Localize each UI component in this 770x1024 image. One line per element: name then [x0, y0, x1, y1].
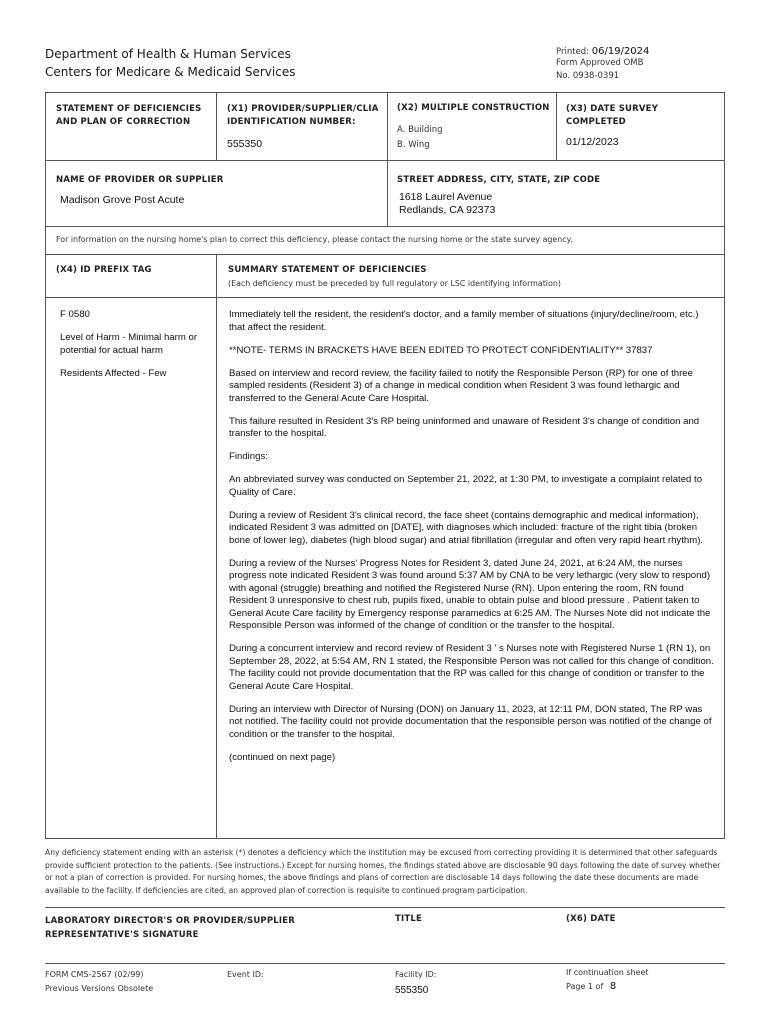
- x3-value: 01/12/2023: [566, 136, 619, 148]
- residents-affected: Residents Affected - Few: [60, 367, 167, 379]
- tag-column: [60, 309, 210, 391]
- col-divider: [216, 254, 217, 839]
- narrative-paragraph: During a review of the Nurses' Progress Notes for Resident 3, dated June 24, 2021, at 6:24 AM, the nurses progress note indicated Resident 3 was found around 5:37 AM by CNA to be very lethargic (very slow to respond) with agonal (struggle) breathing and notified the Registered Nurse (RN). Upon entering the room, RN found Resident 3 unresponsive to chest rub, pupils fixed, unable to obtain pulse and blood pressure . Patient taken to General Acute Care facility by Emergency response paramedics at 6:25 AM. The Nurses Note did not indicate the Responsible Person was informed of the change of condition or the transfer to the hospital.: [229, 557, 711, 631]
- col-divider: [556, 92, 557, 160]
- x2-label: (X2) MULTIPLE CONSTRUCTION: [397, 103, 550, 113]
- col-divider: [387, 92, 388, 226]
- department-title: Department of Health & Human Services: [45, 47, 291, 61]
- date-label: (X6) DATE: [566, 914, 616, 924]
- narrative-paragraph: An abbreviated survey was conducted on September 21, 2022, at 1:30 PM, to investigate a complaint related to Quality of Care.: [229, 474, 703, 498]
- facility-id-value: 555350: [395, 985, 429, 996]
- disclaimer: Any deficiency statement ending with an asterisk (*) denotes a deficiency which the institution may be excused from correcting providing it is determined that other safeguards provide sufficient protection to the patients. (See instructions.) Except for nursing homes, the findings stated above are disclosable 90 days following the date of survey whether or not a plan of correction is provided. For nursing homes, the above findings and plans of correction are disclosable 14 days following the date these documents are made available to the facility. If deficiencies are cited, an approved plan of correction is requisite to continued program participation.: [45, 848, 721, 895]
- printed-date: 06/19/2024: [591, 46, 650, 57]
- x3-label: (X3) DATE SURVEY COMPLETED: [566, 104, 659, 127]
- page-label: Page 1 of: [566, 982, 604, 991]
- x2-building: A. Building: [397, 125, 443, 135]
- narrative-paragraph: Based on interview and record review, the facility failed to notify the Responsible Person (RP) for one of three sampled residents (Resident 3) of a change in medical condition when Resident 3 was found lethargic and transferred to the General Acute Care Hospital.: [229, 367, 693, 404]
- narrative-paragraph: This failure resulted in Resident 3's RP being uninformed and unaware of Resident 3's change of condition and transfer to the hospital.: [229, 415, 700, 439]
- page-indicator: [566, 981, 616, 992]
- provider-name-value: Madison Grove Post Acute: [60, 194, 185, 206]
- facility-id-label: Facility ID:: [395, 970, 437, 979]
- x1-label: (X1) PROVIDER/SUPPLIER/CLIA IDENTIFICATION NUMBER:: [227, 104, 379, 127]
- x4-label: (X4) ID PREFIX TAG: [56, 265, 152, 275]
- centers-title: Centers for Medicare & Medicaid Services: [45, 65, 296, 79]
- printed-block: [556, 46, 649, 57]
- title-label: TITLE: [395, 914, 422, 924]
- director-signature-label: LABORATORY DIRECTOR'S OR PROVIDER/SUPPLIER REPRESENTATIVE'S SIGNATURE: [45, 916, 296, 940]
- omb-number: No. 0938-0391: [556, 71, 620, 81]
- page-total: 8: [609, 981, 617, 992]
- summary-sub: (Each deficiency must be preceded by full regulatory or LSC identifying information): [228, 279, 561, 288]
- continued-note: (continued on next page): [229, 751, 336, 763]
- form-approved: Form Approved OMB: [556, 58, 644, 68]
- level-of-harm: Level of Harm - Minimal harm or potential for actual harm: [60, 332, 198, 356]
- printed-label: Printed:: [556, 47, 590, 57]
- tag-code: F 0580: [60, 309, 90, 320]
- narrative-paragraph: **NOTE- TERMS IN BRACKETS HAVE BEEN EDITED TO PROTECT CONFIDENTIALITY** 37837: [229, 344, 653, 356]
- col-divider: [216, 92, 217, 160]
- signature-top-rule: [45, 907, 725, 908]
- deficiency-narrative: [229, 309, 717, 775]
- row-divider: [45, 160, 725, 161]
- narrative-paragraph: Immediately tell the resident, the resident's doctor, and a family member of situations (injury/decline/room, etc.) that affect the resident.: [229, 309, 699, 333]
- address-line2: Redlands, CA 92373: [399, 204, 496, 216]
- continuation-label: If continuation sheet: [566, 968, 649, 977]
- address-label: STREET ADDRESS, CITY, STATE, ZIP CODE: [397, 175, 601, 185]
- event-id-label: Event ID:: [227, 970, 264, 979]
- provider-name-label: NAME OF PROVIDER OR SUPPLIER: [56, 175, 224, 185]
- row-divider: [45, 254, 725, 255]
- row-divider: [45, 297, 725, 298]
- form-number: FORM CMS-2567 (02/99): [45, 970, 144, 979]
- narrative-paragraph: During an interview with Director of Nursing (DON) on January 11, 2023, at 12:11 PM, DON stated, The RP was not notified. The facility could not provide documentation that the responsible person was notified of the change of condition or the transfer to the hospital.: [229, 703, 712, 740]
- narrative-paragraph: During a review of Resident 3's clinical record, the face sheet (contains demographic and medical information), indicated Resident 3 was admitted on [DATE], with diagnoses which included: fracture of the right tibia (broken bone of lower leg), diabetes (high blood sugar) and atrial fibrillation (irregular and often very rapid heart rhythm).: [229, 509, 704, 546]
- narrative-paragraph: Findings:: [229, 451, 268, 462]
- x1-value: 555350: [227, 138, 263, 150]
- row-divider: [45, 226, 725, 227]
- footer-rule: [45, 963, 725, 964]
- summary-label: SUMMARY STATEMENT OF DEFICIENCIES: [228, 265, 427, 275]
- contact-info-line: For information on the nursing home's plan to correct this deficiency, please contact the nursing home or the state survey agency.: [56, 235, 573, 244]
- x2-wing: B. Wing: [397, 140, 430, 150]
- address-line1: 1618 Laurel Avenue: [399, 191, 493, 203]
- previous-versions: Previous Versions Obsolete: [45, 984, 154, 993]
- statement-label: STATEMENT OF DEFICIENCIES AND PLAN OF CORRECTION: [56, 104, 202, 127]
- narrative-paragraph: During a concurrent interview and record review of Resident 3 ' s Nurses note with Registered Nurse 1 (RN 1), on September 28, 2022, at 5:54 AM, RN 1 stated, the Responsible Person was not called for this change of condition. The facility could not provide documentation that the RP was called for this change of condition or transfer to the General Acute Care Hospital.: [229, 643, 714, 692]
